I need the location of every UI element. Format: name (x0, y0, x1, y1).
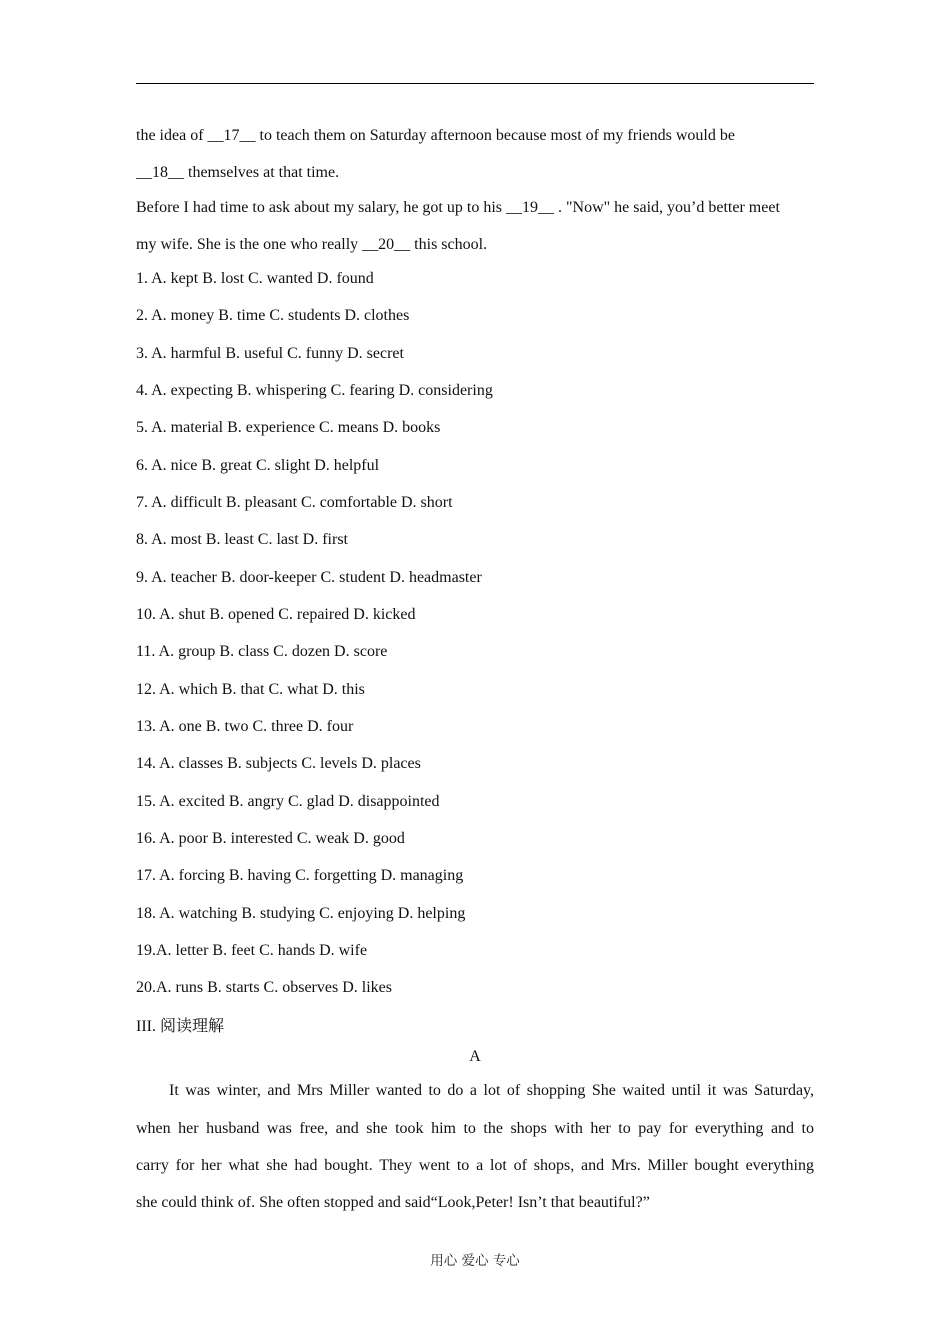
passage-line: Before I had time to ask about my salary, he got up to his __19__ . "Now" he said, you’d better meet (136, 199, 780, 216)
option-line: 19.A. letter B. feet C. hands D. wife (136, 942, 368, 959)
option-line: 2. A. money B. time C. students D. clothes (136, 307, 410, 324)
option-line: 17. A. forcing B. having C. forgetting D. managing (136, 867, 464, 884)
option-line: 7. A. difficult B. pleasant C. comfortable D. short (136, 494, 453, 511)
option-line: 20.A. runs B. starts C. observes D. likes (136, 979, 392, 996)
passage-line: my wife. She is the one who really __20__ this school. (136, 236, 488, 253)
option-line: 9. A. teacher B. door-keeper C. student D. headmaster (136, 569, 482, 586)
passage-line: __18__ themselves at that time. (136, 164, 340, 181)
option-line: 12. A. which B. that C. what D. this (136, 681, 365, 698)
section-heading: III. 阅读理解 (136, 1018, 224, 1035)
reading-line: It was winter, and Mrs Miller wanted to do a lot of shopping She waited until it was Saturday, (169, 1082, 814, 1099)
option-line: 18. A. watching B. studying C. enjoying D. helping (136, 905, 466, 922)
option-line: 16. A. poor B. interested C. weak D. good (136, 830, 405, 847)
option-line: 6. A. nice B. great C. slight D. helpful (136, 457, 380, 474)
option-line: 4. A. expecting B. whispering C. fearing D. considering (136, 382, 493, 399)
option-line: 1. A. kept B. lost C. wanted D. found (136, 270, 374, 287)
passage-label: A (469, 1048, 481, 1065)
reading-line: she could think of. She often stopped and said“Look,Peter! Isn’t that beautiful?” (136, 1194, 650, 1211)
option-line: 10. A. shut B. opened C. repaired D. kicked (136, 606, 416, 623)
option-line: 3. A. harmful B. useful C. funny D. secret (136, 345, 404, 362)
option-line: 5. A. material B. experience C. means D. books (136, 419, 441, 436)
page-footer: 用心 爱心 专心 (430, 1253, 520, 1269)
reading-line: when her husband was free, and she took him to the shops with her to pay for everything and to (136, 1120, 814, 1137)
option-line: 8. A. most B. least C. last D. first (136, 531, 348, 548)
option-line: 15. A. excited B. angry C. glad D. disappointed (136, 793, 440, 810)
option-line: 14. A. classes B. subjects C. levels D. places (136, 755, 421, 772)
passage-line: the idea of __17__ to teach them on Saturday afternoon because most of my friends would be (136, 127, 735, 144)
reading-line: carry for her what she had bought. They went to a lot of shops, and Mrs. Miller bought everything (136, 1157, 814, 1174)
option-line: 13. A. one B. two C. three D. four (136, 718, 354, 735)
option-line: 11. A. group B. class C. dozen D. score (136, 643, 388, 660)
header-rule (136, 83, 814, 84)
